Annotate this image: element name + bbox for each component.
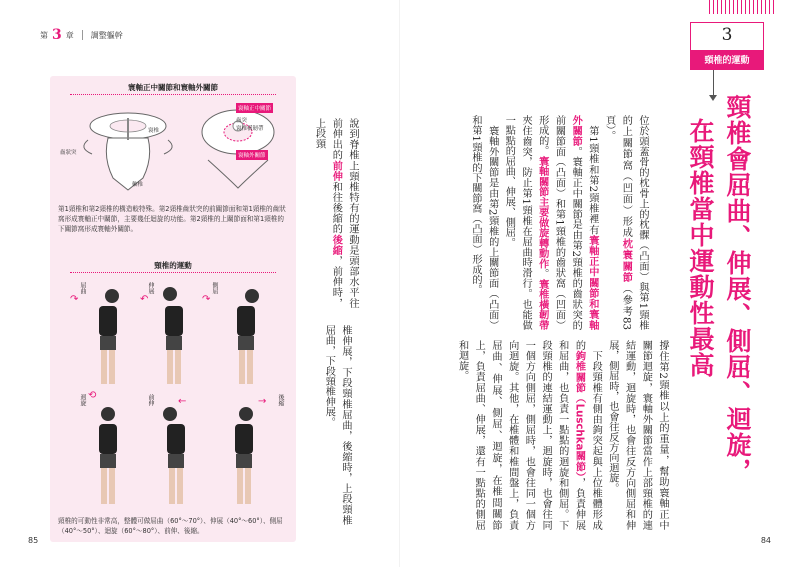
curved-arrow-icon: ↶ bbox=[140, 294, 149, 305]
section-number: 3 bbox=[721, 25, 733, 45]
para6-end: ，前伸時，上段頸 bbox=[313, 118, 342, 308]
tag-atlas: 寰椎 bbox=[148, 128, 160, 134]
para6-text: 說到脊椎上頸椎特有的運動是頭部水平往前伸出的 bbox=[330, 118, 358, 308]
figure1-title: 寰軸正中關節和寰軸外關節 bbox=[50, 82, 296, 93]
arrow-right-icon: → bbox=[258, 396, 267, 407]
person-retraction bbox=[226, 404, 262, 508]
body-text-left-lower bbox=[313, 325, 353, 525]
figure2-caption: 頸椎的可動性非常高，整體可做屈曲（60°～70°）、伸展（40°～60°）、側屈（40°～50°）、迴旋（60°～80°）、前伸、後縮。 bbox=[58, 517, 283, 535]
para1-text: 位於頭蓋骨的枕骨上的枕髁（凸面）與第1頸椎的上關節窩（凹面）形成 bbox=[620, 115, 648, 330]
chapter-number: 3 bbox=[52, 27, 62, 43]
figure-neck-motion bbox=[50, 254, 296, 542]
tag-axis: 軸椎 bbox=[132, 182, 144, 188]
body-text-left-upper bbox=[300, 118, 360, 308]
term-occipito-atlantal: 枕寰關節 bbox=[620, 238, 632, 284]
arrow-left-icon: ← bbox=[178, 396, 187, 407]
person-protraction bbox=[156, 404, 192, 508]
term-transverse-ligament: 寰椎橫韌帶 bbox=[536, 278, 548, 331]
page-number-left: 85 bbox=[28, 536, 39, 545]
chapter-header bbox=[40, 26, 123, 44]
motion-label-flexion: 屈曲 bbox=[79, 282, 86, 294]
rotation-arrow-icon: ⟲ bbox=[88, 390, 97, 401]
gutter bbox=[399, 0, 400, 567]
para3-text: 寰軸外關節是由第2頸椎的上關節面（凸面）和第1頸椎的下關節窩（凸面）形成的。 bbox=[469, 115, 498, 330]
page-number-right: 84 bbox=[760, 536, 771, 545]
tag-transverse-ligament: 寰椎橫韌帶 bbox=[236, 126, 264, 132]
para7-text: 椎伸展，下段頸椎屈曲，後縮時，上段頸椎屈曲，下段頸椎伸展。 bbox=[323, 325, 351, 525]
term-protraction: 前伸 bbox=[330, 160, 342, 182]
para5-text: 下段頸椎有側由鉤突起與上位椎體形成的 bbox=[573, 340, 602, 530]
para2-text: 第1頸椎和第2頸椎裡有 bbox=[586, 125, 598, 235]
para2-end: 夾住齒突，防止第1頸椎在屈曲時滑行。也能做一點點的屈曲、伸展、側屈。 bbox=[503, 115, 532, 330]
tag-median-joint: 寰軸正中關節 bbox=[236, 103, 273, 113]
figure2-title: 頸椎的運動 bbox=[50, 260, 296, 271]
person-flexion bbox=[90, 284, 126, 388]
person-extension bbox=[156, 284, 192, 388]
person-lateral-flexion bbox=[226, 284, 266, 388]
motion-label-extension: 伸展 bbox=[147, 282, 154, 294]
person-rotation bbox=[90, 404, 126, 508]
curved-arrow-icon: ↷ bbox=[202, 294, 211, 305]
chapter-prefix: 第 bbox=[40, 30, 48, 40]
para1-ref: （參考83頁）。 bbox=[603, 115, 632, 330]
motion-label-lateral-flexion: 側屈 bbox=[211, 282, 218, 294]
section-box bbox=[690, 22, 764, 70]
section-label: 頸椎的運動 bbox=[691, 50, 763, 69]
para2-period: 。 bbox=[536, 268, 548, 279]
arrow-down-icon bbox=[709, 95, 717, 101]
figure1-caption: 第1頸椎和第2頸椎的構造較特殊。第2頸椎齒狀突的前關節面和第1頸椎的齒狀窩形成寰軸正中關節，主要幾任迴旋的功能。第2頸椎的上關節面和第1頸椎的下關節窩形成寰軸外關節。 bbox=[58, 205, 286, 233]
section-arrow-line bbox=[713, 70, 714, 98]
header-divider bbox=[82, 30, 83, 40]
motion-label-rotation: 迴旋 bbox=[79, 394, 86, 406]
term-retraction: 後縮 bbox=[330, 234, 342, 256]
body-text-lower bbox=[450, 340, 670, 530]
para6-mid: 和往後縮的 bbox=[330, 181, 342, 235]
tag-lateral-joint: 寰軸外關節 bbox=[236, 150, 268, 160]
tag-odontoid: 齒狀突 bbox=[60, 150, 77, 156]
body-text-upper bbox=[450, 115, 650, 330]
tag-dens: 齒突 bbox=[236, 118, 248, 124]
vertebra-illustration bbox=[58, 98, 288, 198]
para5-detail: ，負責伸展和屈曲，也負責一點點的迴旋和側屈。下段頸椎的連結運動上，迴旋時，也會往同一個方向側屈，側屈時，也會往同一個方向迴旋。其他，在椎體和椎間盤上，負責屈曲、伸展、側屈、迴旋，在椎間關節上，負責屈曲、伸展，還有一點點的側屈和迴旋。 bbox=[456, 340, 585, 531]
chapter-suffix: 章 bbox=[65, 30, 74, 40]
chapter-title: 調整軀幹 bbox=[90, 30, 123, 40]
headline-line-2: 在頸椎當中運動性最高 bbox=[686, 118, 715, 378]
decorative-stripes bbox=[709, 0, 777, 14]
headline-line-1: 頸椎會屈曲、伸展、側屈、迴旋， bbox=[723, 94, 752, 484]
term-rotation: 寰軸關節主要做旋轉動作 bbox=[536, 155, 548, 269]
term-luschka: 鉤椎關節（Luschka關節） bbox=[573, 350, 585, 478]
curved-arrow-icon: ↷ bbox=[70, 294, 79, 305]
para2-detail: 。寰軸正中關節是由第2頸椎的齒狀突的前關節面（凸面）和第1頸椎的齒狀窩（凹面）形成的。 bbox=[536, 115, 582, 330]
motion-label-protraction: 前伸 bbox=[147, 394, 154, 406]
para4-text: 撐住第2頸椎以上的重量，幫助寰軸正中關節迴旋，寰軸外關節當作上部頸椎的連結運動，迴旋時，也會往反方向側屈和伸展，側屈時，也會往反方向迴旋。 bbox=[606, 340, 668, 530]
motion-label-retraction: 後縮 bbox=[277, 394, 284, 406]
figure-atlanto-axial bbox=[50, 76, 296, 284]
term-atlanto-axial: 寰軸正中關節和寰軸外關節 bbox=[570, 115, 598, 331]
